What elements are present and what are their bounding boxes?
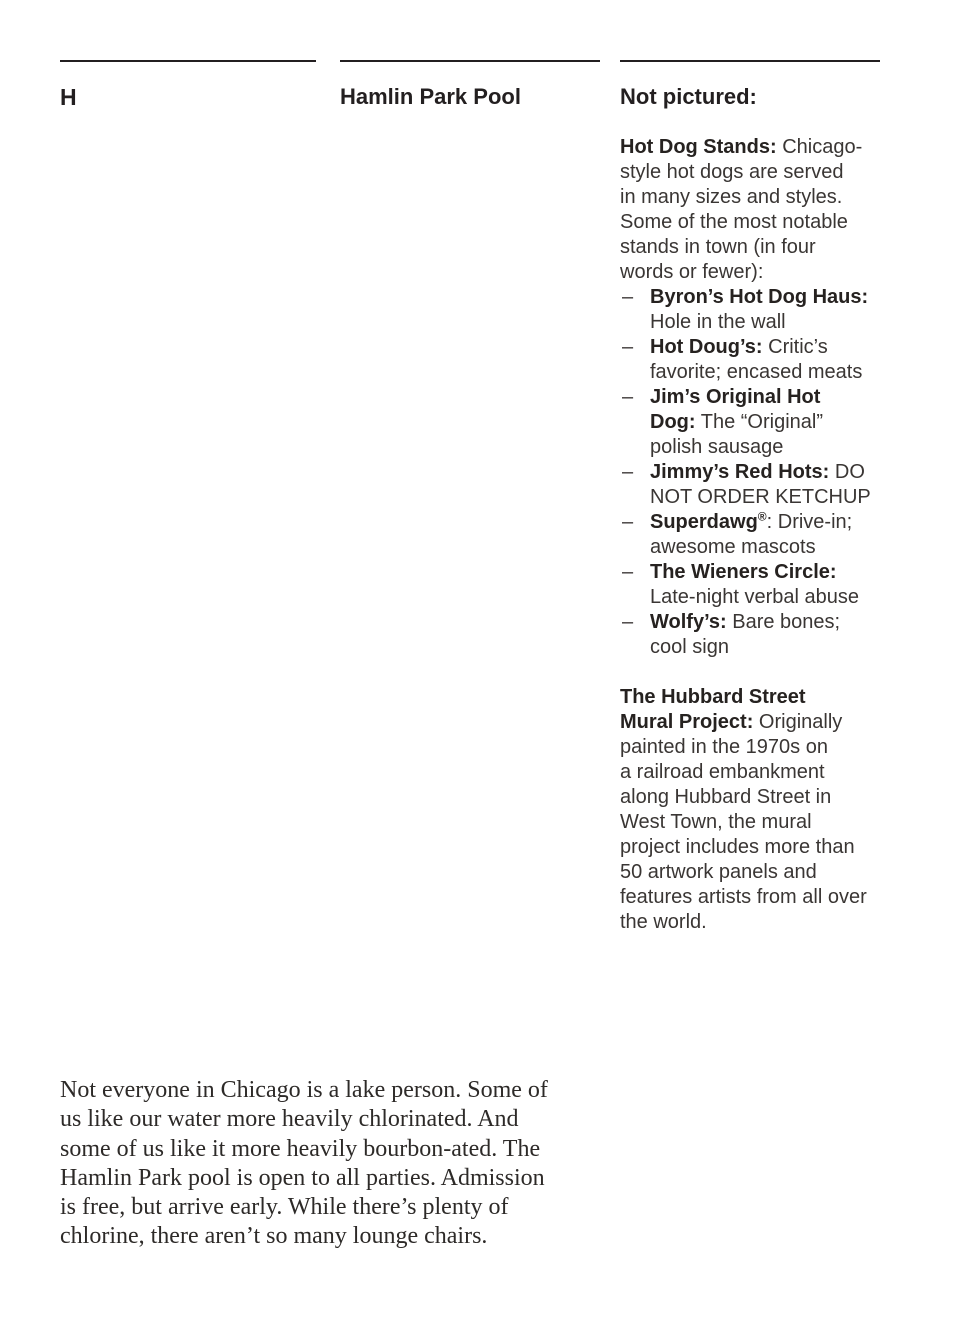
text-segment: Some of the most notable bbox=[620, 211, 848, 233]
text-segment: Jim’s Original Hot bbox=[650, 386, 821, 408]
dash-list-marker: – bbox=[622, 511, 634, 533]
text-line bbox=[650, 385, 910, 410]
text-line bbox=[620, 135, 910, 160]
column-rule-left bbox=[60, 60, 316, 62]
text-line bbox=[620, 785, 910, 810]
text-line bbox=[650, 510, 910, 535]
text-segment: West Town, the mural bbox=[620, 811, 812, 833]
text-segment: a railroad embankment bbox=[620, 761, 825, 783]
text-segment: Critic’s bbox=[762, 336, 828, 358]
hot-dog-stands-list bbox=[620, 285, 910, 660]
text-segment: cool sign bbox=[650, 636, 729, 658]
list-item bbox=[620, 510, 910, 560]
text-segment: in many sizes and styles. bbox=[620, 186, 843, 208]
text-line bbox=[620, 685, 910, 710]
text-line bbox=[620, 210, 910, 235]
hot-dog-stands-paragraph bbox=[620, 135, 910, 285]
text-line bbox=[650, 310, 910, 335]
text-segment: Hot Doug’s: bbox=[650, 336, 763, 358]
body-text-line: us like our water more heavily chlorinated. And bbox=[60, 1106, 519, 1133]
text-segment: The “Original” bbox=[695, 411, 823, 433]
text-line bbox=[620, 810, 910, 835]
text-segment: Bare bones; bbox=[726, 611, 841, 633]
text-segment: Byron’s Hot Dog Haus: bbox=[650, 286, 869, 308]
text-line bbox=[620, 160, 910, 185]
registered-mark: ® bbox=[757, 509, 767, 524]
text-segment: painted in the 1970s on bbox=[620, 736, 828, 758]
text-segment: words or fewer): bbox=[620, 261, 764, 283]
list-item bbox=[620, 335, 910, 385]
text-line bbox=[620, 185, 910, 210]
text-segment: features artists from all over bbox=[620, 886, 867, 908]
text-line bbox=[650, 285, 910, 310]
text-segment: project includes more than bbox=[620, 836, 855, 858]
dash-list-marker: – bbox=[622, 611, 634, 633]
dash-list-marker: – bbox=[622, 336, 634, 358]
dash-list-marker: – bbox=[622, 461, 634, 483]
text-line bbox=[620, 710, 910, 735]
text-line bbox=[650, 535, 910, 560]
text-segment: DO bbox=[829, 461, 865, 483]
text-line bbox=[620, 835, 910, 860]
list-item bbox=[620, 610, 910, 660]
text-line bbox=[650, 360, 910, 385]
text-segment: Wolfy’s: bbox=[650, 611, 727, 633]
text-segment: The Wieners Circle: bbox=[650, 561, 837, 583]
text-segment: NOT ORDER KETCHUP bbox=[650, 486, 871, 508]
text-segment: Originally bbox=[753, 711, 843, 733]
text-line bbox=[650, 560, 910, 585]
text-line bbox=[620, 735, 910, 760]
text-segment: Late-night verbal abuse bbox=[650, 586, 860, 608]
text-line bbox=[620, 260, 910, 285]
text-line bbox=[620, 235, 910, 260]
list-item bbox=[620, 460, 910, 510]
text-line bbox=[650, 635, 910, 660]
body-text-line: Not everyone in Chicago is a lake person. Some of bbox=[60, 1077, 548, 1103]
column-rule-middle bbox=[340, 60, 600, 62]
text-segment: Dog: bbox=[650, 411, 696, 433]
dash-list-marker: – bbox=[622, 386, 634, 408]
text-line bbox=[650, 335, 910, 360]
text-segment: stands in town (in four bbox=[620, 236, 816, 258]
text-line bbox=[650, 460, 910, 485]
body-text-line: is free, but arrive early. While there’s plenty of bbox=[60, 1194, 509, 1221]
text-segment: : Drive-in; bbox=[766, 511, 853, 533]
dash-list-marker: – bbox=[622, 561, 634, 583]
text-line bbox=[620, 860, 910, 885]
text-segment: polish sausage bbox=[650, 436, 784, 458]
body-text-line: chlorine, there aren’t so many lounge chairs. bbox=[60, 1223, 488, 1250]
text-segment: 50 artwork panels and bbox=[620, 861, 817, 883]
text-segment: Hot Dog Stands: bbox=[620, 136, 777, 158]
text-segment: awesome mascots bbox=[650, 536, 816, 558]
text-line bbox=[650, 585, 910, 610]
text-segment: along Hubbard Street in bbox=[620, 786, 832, 808]
text-segment: Chicago- bbox=[776, 136, 863, 158]
text-segment: Mural Project: bbox=[620, 711, 754, 733]
hamlin-park-pool-body-text bbox=[60, 1076, 660, 1252]
text-segment: Jimmy’s Red Hots: bbox=[650, 461, 830, 483]
list-item bbox=[620, 560, 910, 610]
list-item bbox=[620, 285, 910, 335]
text-segment: Hole in the wall bbox=[650, 311, 786, 333]
text-segment: favorite; encased meats bbox=[650, 361, 863, 383]
text-segment: style hot dogs are served bbox=[620, 161, 844, 183]
body-text-line: Hamlin Park pool is open to all parties. Admission bbox=[60, 1164, 545, 1191]
not-pictured-sidebar bbox=[620, 135, 910, 935]
text-line bbox=[620, 760, 910, 785]
text-line bbox=[620, 885, 910, 910]
dash-list-marker: – bbox=[622, 286, 634, 308]
list-item bbox=[620, 385, 910, 460]
text-line bbox=[650, 485, 910, 510]
text-line bbox=[650, 610, 910, 635]
text-segment: The Hubbard Street bbox=[620, 686, 806, 708]
column-rule-right bbox=[620, 60, 880, 62]
section-letter: H bbox=[60, 84, 77, 110]
text-segment: Superdawg bbox=[650, 511, 758, 533]
body-text-line: some of us like it more heavily bourbon-ated. The bbox=[60, 1135, 541, 1162]
article-title: Hamlin Park Pool bbox=[340, 84, 521, 109]
text-line bbox=[650, 435, 910, 460]
hubbard-street-mural-paragraph bbox=[620, 685, 910, 935]
text-line bbox=[620, 910, 910, 935]
text-segment: the world. bbox=[620, 911, 707, 933]
sidebar-heading: Not pictured: bbox=[620, 84, 757, 109]
text-line bbox=[650, 410, 910, 435]
